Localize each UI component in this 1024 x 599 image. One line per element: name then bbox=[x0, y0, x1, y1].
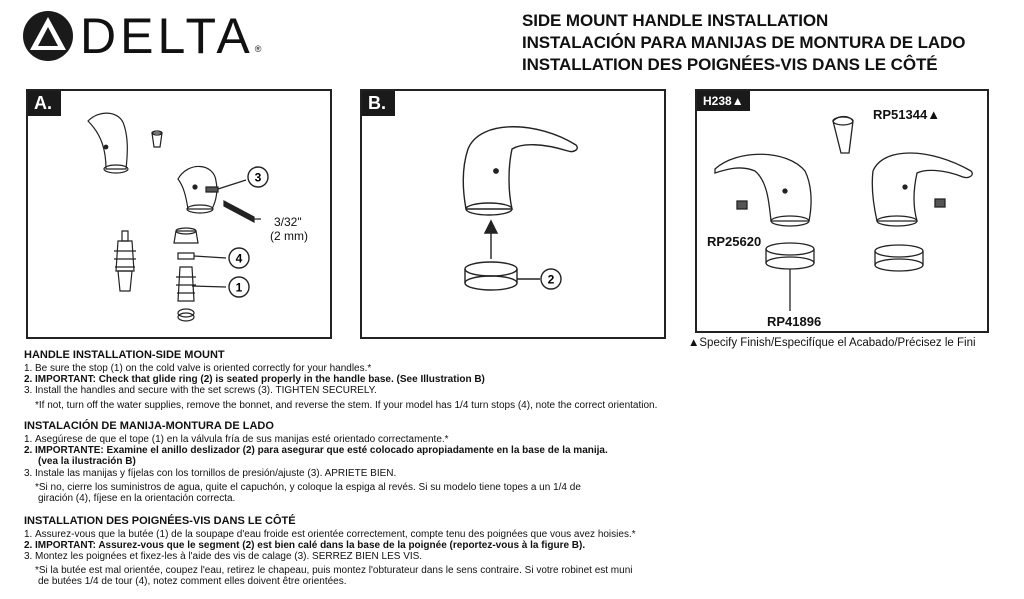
callout-3-text: 3 bbox=[254, 170, 262, 185]
handle-right-shape bbox=[872, 153, 972, 221]
panel-a-illustration bbox=[28, 91, 330, 337]
callout-1-text: 1 bbox=[235, 280, 243, 295]
callout-4-text: 4 bbox=[235, 251, 243, 266]
instructions-fr-heading: INSTALLATION DES POIGNÉES-VIS DANS LE CÔTÉ bbox=[24, 515, 296, 527]
page-titles bbox=[522, 10, 1018, 76]
wrench-size-mm: (2 mm) bbox=[270, 229, 308, 243]
instructions-es-step-1: 1. Asegúrese de que el tope (1) en la válvula fría de sus manijas esté orientado correctamente.* bbox=[24, 434, 449, 445]
part-rp51344: RP51344▲ bbox=[873, 107, 941, 122]
instructions-es-note-1: *Si no, cierre los suministros de agua, quite el capuchón, y coloque la espiga al revés. Si su modelo tiene topes a un 1/4 de bbox=[35, 481, 581, 493]
instructions-es-heading: INSTALACIÓN DE MANIJA-MONTURA DE LADO bbox=[24, 420, 274, 432]
handle-back-shape bbox=[88, 113, 127, 169]
panel-h238 bbox=[695, 89, 989, 333]
instructions-fr-step-3: 3. Montez les poignées et fixez-les à l'aide des vis de calage (3). SERREZ BIEN LES VIS. bbox=[24, 551, 423, 563]
panel-b bbox=[360, 89, 666, 339]
part-rp25620: RP25620 bbox=[707, 234, 762, 249]
title-fr: INSTALLATION DES POIGNÉES-VIS DANS LE CÔTÉ bbox=[522, 55, 938, 74]
instructions-es-step-2: 2. IMPORTANTE: Examine el anillo deslizador (2) para asegurar que esté colocado apropiadamente en la base de la manija. bbox=[24, 445, 608, 457]
instructions-es-step-3: 3. Instale las manijas y fíjelas con los tornillos de presión/ajuste (3). APRIETE BIEN. bbox=[24, 467, 397, 479]
finish-note: ▲Specify Finish/Especifíque el Acabado/Précisez le Fini bbox=[688, 337, 976, 349]
instructions-fr-step-2: 2. IMPORTANT: Assurez-vous que le segment (2) est bien calé dans la base de la poignée (reportez-vous à la figure B). bbox=[24, 540, 586, 552]
instructions-en bbox=[24, 348, 1004, 411]
part-rp41896: RP41896 bbox=[767, 314, 822, 329]
registered-mark: ® bbox=[254, 44, 262, 54]
panel-h238-tag: H238▲ bbox=[697, 91, 750, 111]
instructions-en-heading: HANDLE INSTALLATION-SIDE MOUNT bbox=[24, 349, 225, 361]
handle-left-shape bbox=[715, 154, 811, 221]
callout-4 bbox=[229, 248, 249, 268]
panel-h238-illustration bbox=[697, 91, 987, 331]
brand-name: DELTA bbox=[80, 8, 254, 64]
ring-right bbox=[875, 245, 923, 257]
rp41896-ring-left bbox=[766, 243, 814, 255]
glide-ring-shape bbox=[465, 262, 517, 276]
panel-b-illustration bbox=[362, 91, 664, 337]
instructions-en-step-3: 3. Install the handles and secure with the set screws (3). TIGHTEN SECURELY. bbox=[24, 385, 377, 397]
stem-shape bbox=[178, 267, 194, 301]
handle-b-shape bbox=[463, 127, 577, 209]
rp51344-shape bbox=[833, 117, 853, 154]
callout-2 bbox=[541, 269, 561, 289]
instructions-fr bbox=[24, 514, 1004, 587]
panel-a-tag: A. bbox=[28, 91, 61, 116]
callout-3 bbox=[248, 167, 268, 187]
hex-wrench-shape bbox=[224, 201, 254, 222]
instructions-es bbox=[24, 419, 1004, 504]
instructions-es-note-2: giración (4), fíjese en la orientación correcta. bbox=[38, 493, 236, 505]
instructions-fr-step-1: 1. Assurez-vous que la butée (1) de la soupape d'eau froide est orientée correctement, compte tenu des poignées que vous avez hoisies.* bbox=[24, 529, 636, 540]
title-es: INSTALACIÓN PARA MANIJAS DE MONTURA DE LADO bbox=[522, 33, 966, 52]
instructions-en-step-1: 1. Be sure the stop (1) on the cold valve is oriented correctly for your handles.* bbox=[24, 363, 372, 374]
delta-logo bbox=[22, 8, 262, 64]
callout-1 bbox=[229, 277, 249, 297]
instructions-es-step-2-ref: (vea la ilustración B) bbox=[38, 456, 136, 468]
instructions-fr-note-2: de butées 1/4 de tour (4), notez comment elles doivent être orientées. bbox=[38, 575, 347, 587]
instructions-en-note: *If not, turn off the water supplies, remove the bonnet, and reverse the stem. If your model has 1/4 turn stops (4), note the correct orientation. bbox=[35, 399, 658, 411]
panel-b-tag: B. bbox=[362, 91, 395, 116]
callout-2-text: 2 bbox=[547, 272, 555, 287]
instructions-en-step-2: 2. IMPORTANT: Check that glide ring (2) is seated properly in the handle base. (See Illustration B) bbox=[24, 374, 485, 386]
delta-triangle-icon bbox=[22, 10, 74, 62]
title-en: SIDE MOUNT HANDLE INSTALLATION bbox=[522, 11, 829, 30]
instructions-fr-note-1: *Si la butée est mal orientée, coupez l'eau, retirez le chapeau, puis montez l'obturateur dans le sens contraire. Si votre robinet est muni bbox=[35, 564, 633, 576]
wrench-size-inch: 3/32" bbox=[274, 215, 302, 229]
panel-a bbox=[26, 89, 332, 339]
